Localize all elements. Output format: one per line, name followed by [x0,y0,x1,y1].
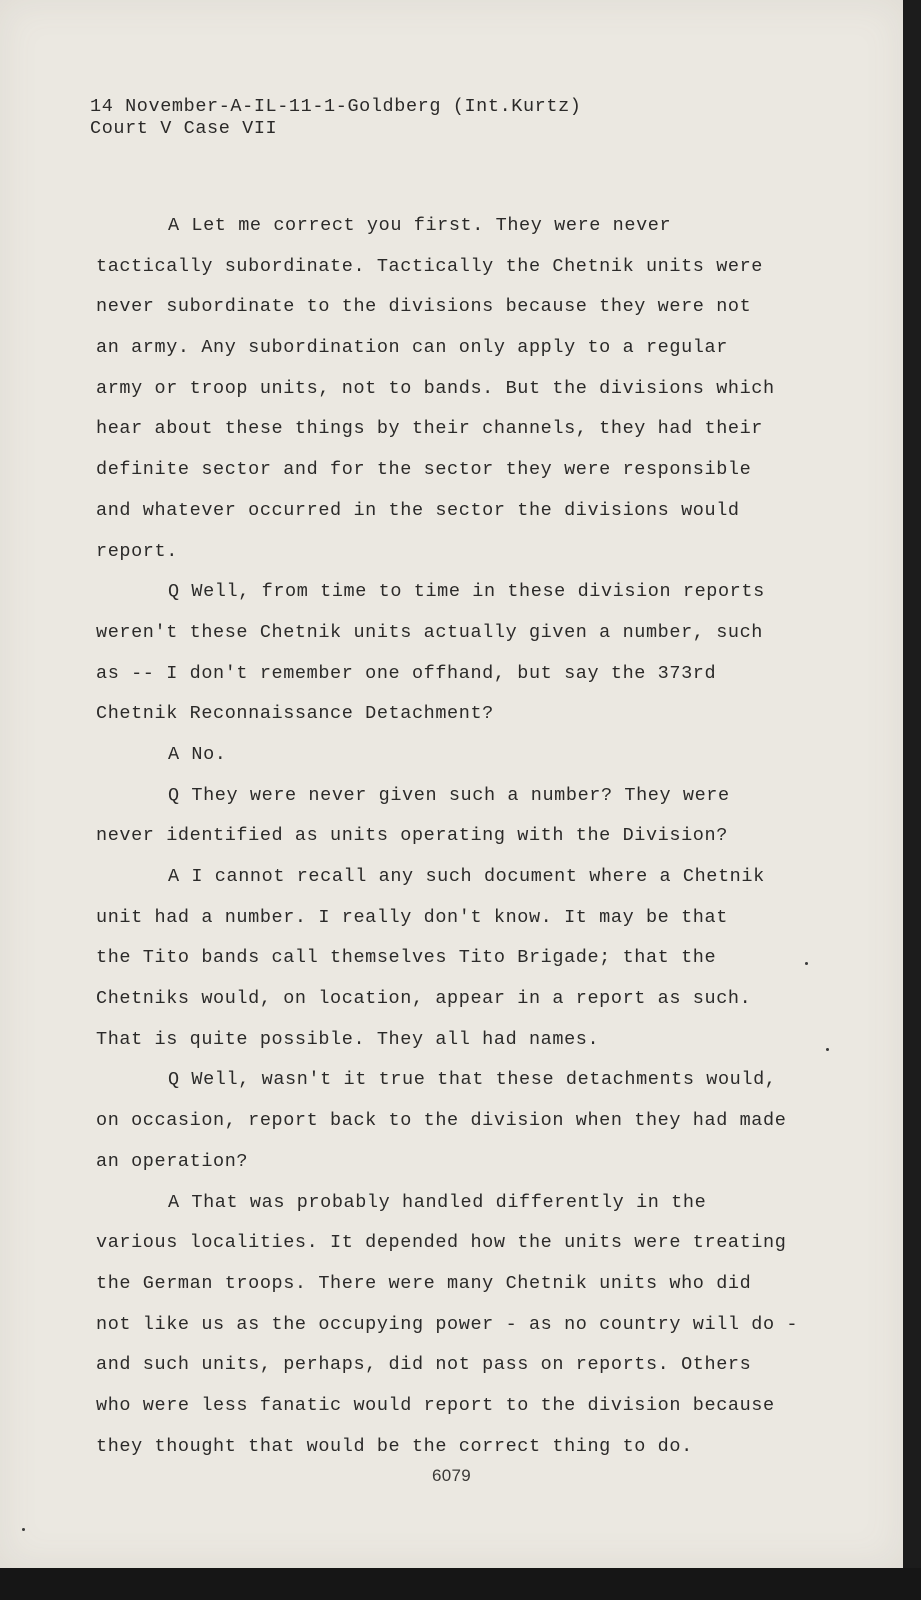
text-line: they thought that would be the correct thing to do. [96,1435,693,1457]
text-line: Chetnik Reconnaissance Detachment? [96,703,494,725]
text-line: hear about these things by their channels, they had their [96,418,764,440]
text-line: That is quite possible. They all had names. [96,1028,600,1050]
text-line: who were less fanatic would report to the division because [96,1394,775,1416]
header-line-2: Court V Case VII [90,118,278,139]
header-line-1: 14 November-A-IL-11-1-Goldberg (Int.Kurtz) [90,96,582,117]
text-line: never identified as units operating with the Division? [96,825,728,847]
text-line: never subordinate to the divisions because they were not [96,296,752,318]
paper-speck [805,962,808,965]
paragraph-start-line: Q Well, from time to time in these division reports [168,581,765,603]
page-number: 6079 [431,1466,472,1485]
paragraph-start-line: A Let me correct you first. They were never [168,215,672,236]
text-line: army or troop units, not to bands. But the divisions which [96,377,775,399]
text-line: Chetniks would, on location, appear in a report as such. [96,988,752,1010]
paragraph-start-line: A No. [168,743,227,765]
paper-speck [826,1048,829,1051]
scan-edge-bottom [0,1568,921,1600]
text-line: as -- I don't remember one offhand, but say the 373rd [96,662,717,684]
paper-speck [22,1528,25,1531]
paragraph-start-line: Q They were never given such a number? They were [168,784,730,806]
transcript-body [96,206,856,1467]
text-line: weren't these Chetnik units actually given a number, such [96,621,764,643]
text-line: an army. Any subordination can only apply to a regular [96,337,728,359]
scan-edge-right [903,0,921,1600]
text-line: tactically subordinate. Tactically the Chetnik units were [96,255,764,277]
text-line: various localities. It depended how the units were treating [96,1232,787,1254]
paragraph-start-line: Q Well, wasn't it true that these detachments would, [168,1069,777,1091]
text-line: the Tito bands call themselves Tito Brigade; that the [96,947,717,969]
text-line: and such units, perhaps, did not pass on reports. Others [96,1354,752,1376]
text-line: unit had a number. I really don't know. It may be that [96,906,728,928]
text-line: and whatever occurred in the sector the divisions would [96,499,740,521]
text-line: the German troops. There were many Chetnik units who did [96,1272,752,1294]
paragraph-start-line: A I cannot recall any such document where a Chetnik [168,866,765,887]
text-line: on occasion, report back to the division when they had made [96,1110,787,1132]
paragraph-start-line: A That was probably handled differently in the [168,1191,707,1213]
document-header [90,96,581,140]
text-line: not like us as the occupying power - as no country will do - [96,1313,799,1335]
text-line: an operation? [96,1150,249,1172]
text-line: definite sector and for the sector they were responsible [96,459,752,481]
text-line: report. [96,540,178,562]
